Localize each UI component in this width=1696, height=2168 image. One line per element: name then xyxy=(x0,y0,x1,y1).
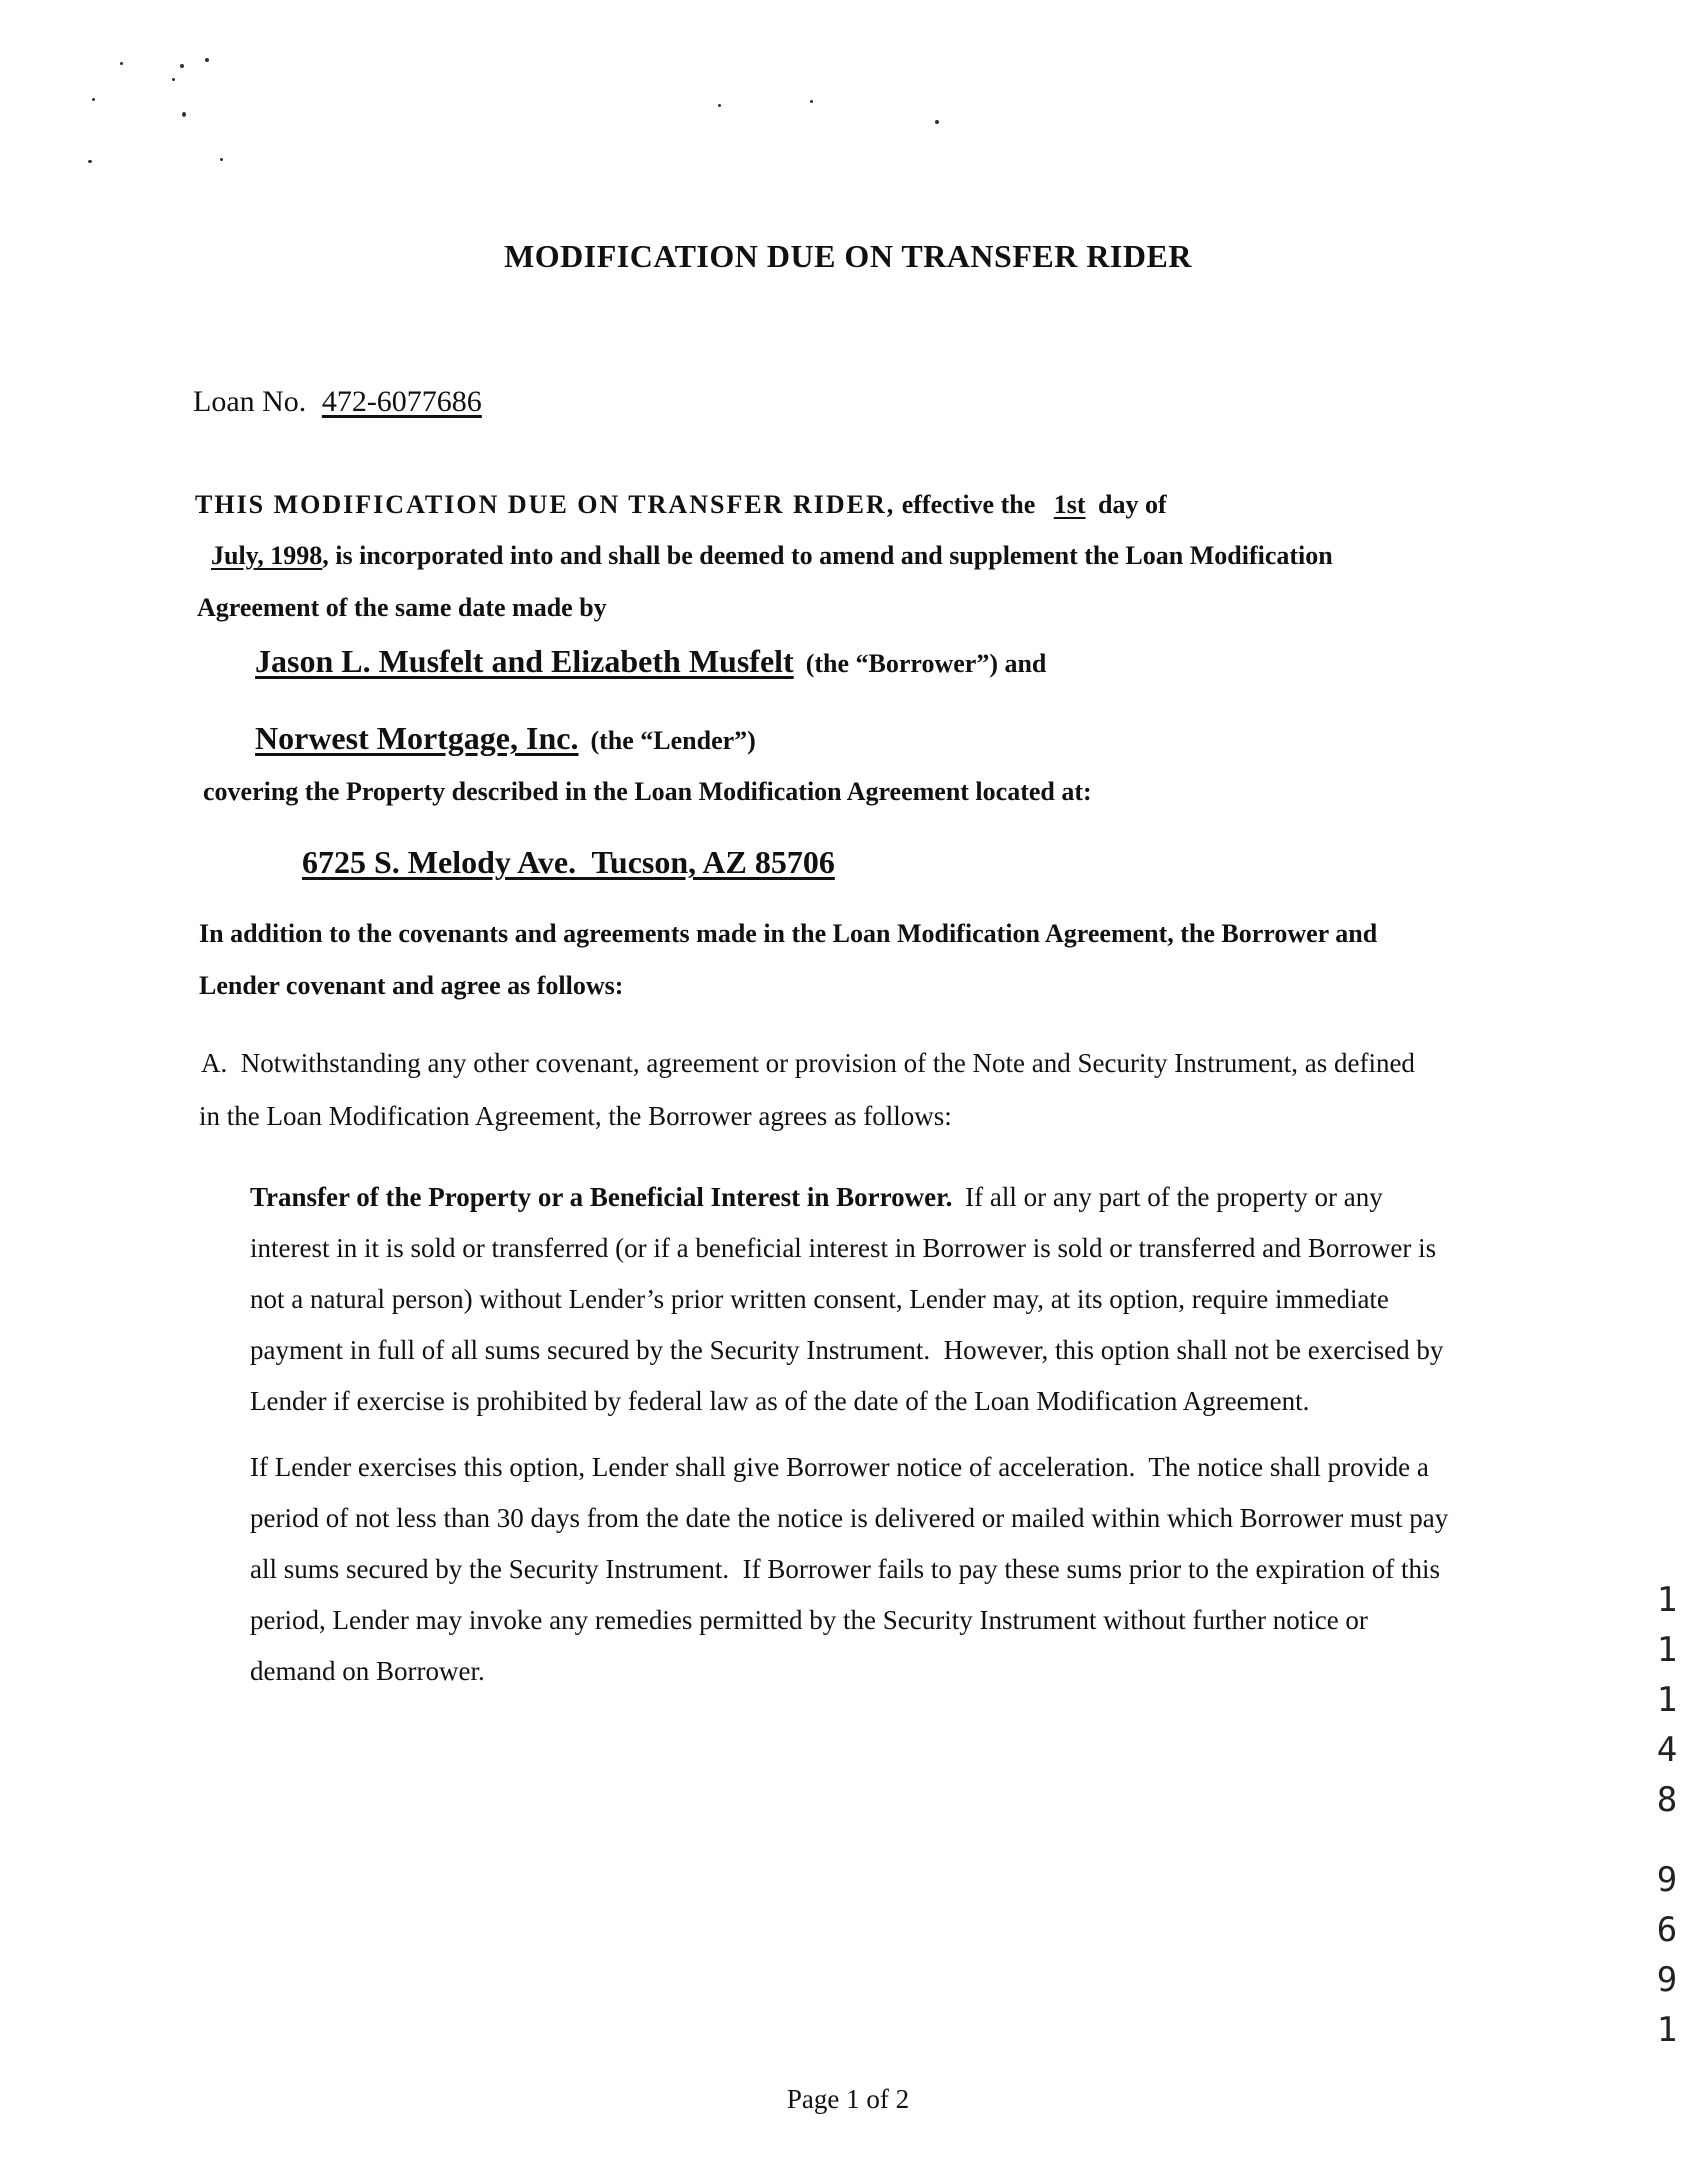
transfer-line-1 xyxy=(250,1182,1383,1213)
transfer-line-2: interest in it is sold or transferred (or if a beneficial interest in Borrower is sold or transferred and Borrower is xyxy=(250,1233,1437,1263)
lender-role: (the “Lender”) xyxy=(590,726,756,755)
covering-line: covering the Property described in the Loan Modification Agreement located at: xyxy=(203,777,1092,806)
intro-line-2-rest: , is incorporated into and shall be deemed to amend and supplement the Loan Modification xyxy=(322,541,1333,570)
side-code-gap xyxy=(1655,1825,1679,1855)
side-code-digit: 9 xyxy=(1656,1960,1678,2000)
intro-line-1 xyxy=(195,490,1167,520)
scan-speck xyxy=(182,112,186,117)
side-code-digit: 1 xyxy=(1656,1580,1678,1620)
side-code-digit: 1 xyxy=(1656,1630,1678,1670)
day-of-label: day of xyxy=(1098,490,1167,519)
transfer-line-3: not a natural person) without Lender’s prior written consent, Lender may, at its option, require immediate xyxy=(250,1284,1389,1314)
transfer-line-5: Lender if exercise is prohibited by federal law as of the date of the Loan Modification Agreement. xyxy=(250,1386,1310,1416)
loan-number-label: Loan No. xyxy=(193,385,307,418)
acceleration-line-3: all sums secured by the Security Instrument. If Borrower fails to pay these sums prior to the expiration of this xyxy=(250,1554,1440,1584)
acceleration-line-5: demand on Borrower. xyxy=(250,1656,485,1686)
scan-speck xyxy=(810,100,813,103)
borrower-names: Jason L. Musfelt and Elizabeth Musfelt xyxy=(255,643,794,679)
section-a-line-2: in the Loan Modification Agreement, the Borrower agrees as follows: xyxy=(199,1101,952,1131)
effective-label: effective the xyxy=(901,490,1036,519)
addition-line-2: Lender covenant and agree as follows: xyxy=(199,971,624,1000)
side-code-digit: 6 xyxy=(1656,1910,1678,1950)
scan-speck xyxy=(180,64,184,68)
acceleration-line-2: period of not less than 30 days from the date the notice is delivered or mailed within which Borrower must pay xyxy=(250,1503,1449,1533)
document-title: MODIFICATION DUE ON TRANSFER RIDER xyxy=(504,238,1192,274)
rider-name: THIS MODIFICATION DUE ON TRANSFER RIDER, xyxy=(195,490,896,519)
side-document-code xyxy=(1655,1575,1679,2055)
scan-speck xyxy=(172,78,175,81)
scan-speck xyxy=(205,58,209,62)
scan-speck xyxy=(718,104,721,107)
borrower-line xyxy=(255,643,1046,680)
addition-line-1: In addition to the covenants and agreements made in the Loan Modification Agreement, the Borrower and xyxy=(199,919,1378,948)
page-number: Page 1 of 2 xyxy=(786,2084,910,2114)
side-code-digit: 8 xyxy=(1656,1780,1678,1820)
scan-speck xyxy=(220,158,223,161)
property-address: 6725 S. Melody Ave. Tucson, AZ 85706 xyxy=(302,844,835,880)
transfer-line-1-rest: If all or any part of the property or any xyxy=(965,1182,1383,1212)
section-a-line-1: A. Notwithstanding any other covenant, agreement or provision of the Note and Security Instrument, as defined xyxy=(201,1048,1415,1078)
scan-speck xyxy=(92,98,95,101)
intro-line-3: Agreement of the same date made by xyxy=(197,593,607,622)
transfer-line-4: payment in full of all sums secured by the Security Instrument. However, this option shall not be exercised by xyxy=(250,1335,1444,1365)
scan-speck xyxy=(120,62,123,65)
borrower-role: (the “Borrower”) and xyxy=(805,649,1047,678)
lender-line xyxy=(255,720,756,757)
side-code-digit: 1 xyxy=(1656,1680,1678,1720)
side-code-digit: 9 xyxy=(1656,1860,1678,1900)
transfer-heading: Transfer of the Property or a Beneficial Interest in Borrower. xyxy=(250,1182,953,1212)
side-code-digit: 1 xyxy=(1656,2010,1678,2050)
scan-speck xyxy=(935,120,939,124)
loan-number-line xyxy=(193,385,482,419)
side-code-digit: 4 xyxy=(1656,1730,1678,1770)
loan-number-value: 472-6077686 xyxy=(321,385,482,418)
effective-day: 1st xyxy=(1053,490,1086,519)
effective-date: July, 1998 xyxy=(211,541,323,570)
acceleration-line-1: If Lender exercises this option, Lender shall give Borrower notice of acceleration. The notice shall provide a xyxy=(250,1452,1429,1482)
intro-line-2 xyxy=(197,541,1333,571)
lender-name: Norwest Mortgage, Inc. xyxy=(255,720,579,756)
scan-speck xyxy=(88,160,92,163)
acceleration-line-4: period, Lender may invoke any remedies permitted by the Security Instrument without further notice or xyxy=(250,1605,1368,1635)
